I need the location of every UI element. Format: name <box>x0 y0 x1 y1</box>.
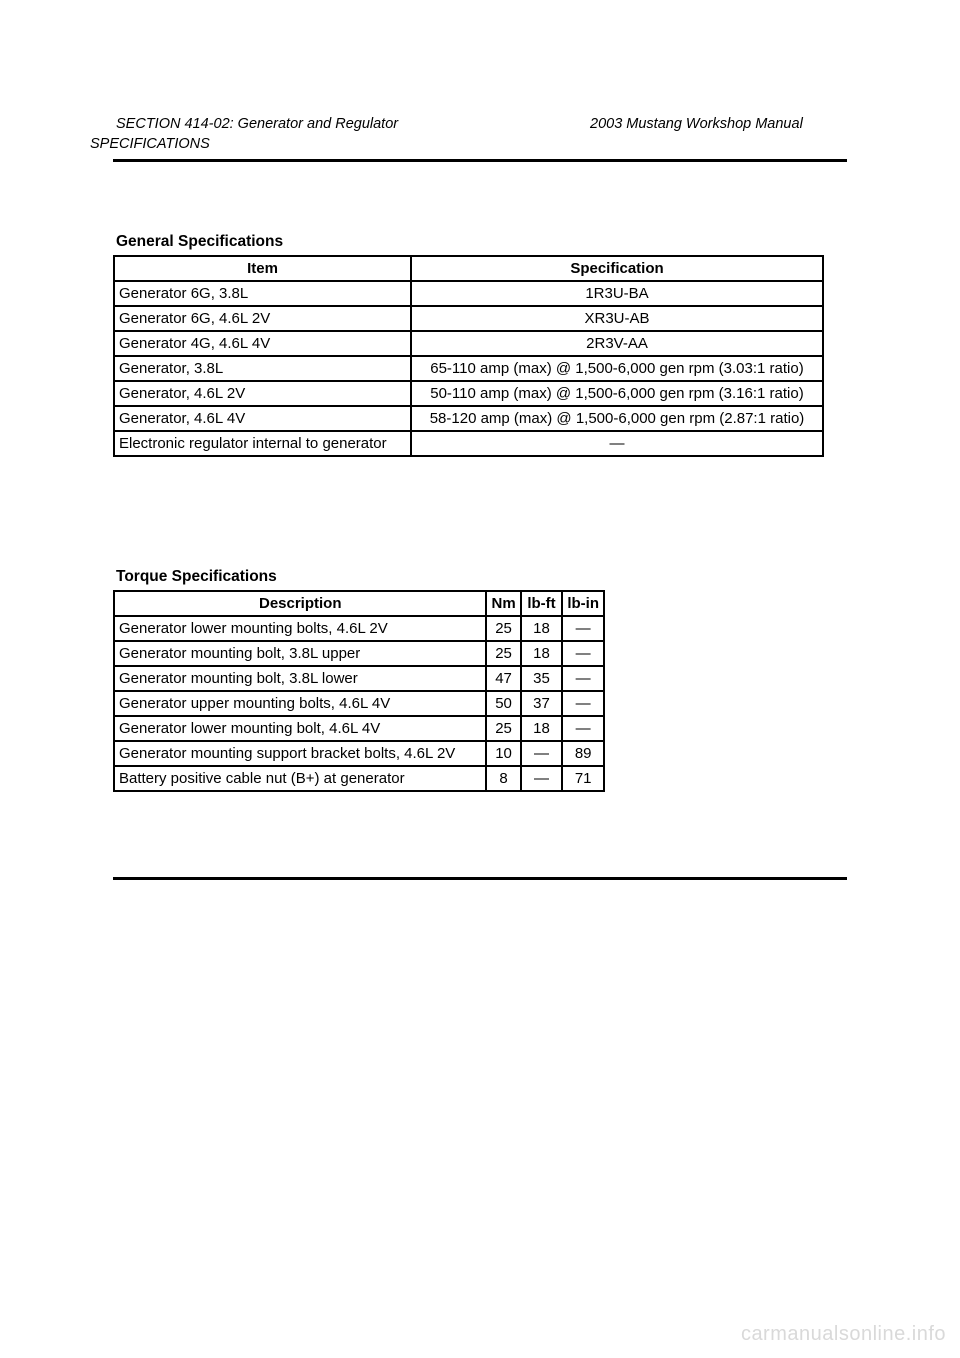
nm-cell: 25 <box>486 716 520 741</box>
table-row <box>114 281 823 306</box>
page-subtitle: SPECIFICATIONS <box>90 136 210 152</box>
lbft-cell: 35 <box>521 666 563 691</box>
lbft-cell: 18 <box>521 641 563 666</box>
table-header-row <box>114 591 604 616</box>
lbft-cell: — <box>521 766 563 791</box>
column-header: Item <box>114 256 411 281</box>
table-row <box>114 406 823 431</box>
lbin-cell: — <box>562 666 604 691</box>
table-row <box>114 381 823 406</box>
nm-cell: 47 <box>486 666 520 691</box>
description-cell: Generator mounting bolt, 3.8L lower <box>114 666 486 691</box>
lbft-cell: 18 <box>521 716 563 741</box>
table-row <box>114 766 604 791</box>
column-header: Specification <box>411 256 823 281</box>
item-cell: Generator, 4.6L 2V <box>114 381 411 406</box>
column-header: lb-ft <box>521 591 563 616</box>
spec-cell: — <box>411 431 823 456</box>
item-cell: Generator 6G, 4.6L 2V <box>114 306 411 331</box>
description-cell: Generator upper mounting bolts, 4.6L 4V <box>114 691 486 716</box>
nm-cell: 10 <box>486 741 520 766</box>
description-cell: Generator mounting bolt, 3.8L upper <box>114 641 486 666</box>
table-row <box>114 616 604 641</box>
item-cell: Electronic regulator internal to generator <box>114 431 411 456</box>
spec-cell: 50-110 amp (max) @ 1,500-6,000 gen rpm (3.16:1 ratio) <box>411 381 823 406</box>
spec-cell: 65-110 amp (max) @ 1,500-6,000 gen rpm (3.03:1 ratio) <box>411 356 823 381</box>
footer-rule <box>113 877 847 880</box>
header-rule <box>113 159 847 162</box>
spec-cell: 58-120 amp (max) @ 1,500-6,000 gen rpm (2.87:1 ratio) <box>411 406 823 431</box>
description-cell: Generator mounting support bracket bolts, 4.6L 2V <box>114 741 486 766</box>
table-row <box>114 741 604 766</box>
item-cell: Generator 6G, 3.8L <box>114 281 411 306</box>
column-header: Nm <box>486 591 520 616</box>
item-cell: Generator, 3.8L <box>114 356 411 381</box>
table-header-row <box>114 256 823 281</box>
lbft-cell: — <box>521 741 563 766</box>
description-cell: Battery positive cable nut (B+) at generator <box>114 766 486 791</box>
section-header: SECTION 414-02: Generator and Regulator <box>116 116 399 132</box>
lbin-cell: — <box>562 716 604 741</box>
description-cell: Generator lower mounting bolt, 4.6L 4V <box>114 716 486 741</box>
nm-cell: 25 <box>486 616 520 641</box>
table-row <box>114 691 604 716</box>
description-cell: Generator lower mounting bolts, 4.6L 2V <box>114 616 486 641</box>
spec-cell: 1R3U-BA <box>411 281 823 306</box>
nm-cell: 25 <box>486 641 520 666</box>
lbin-cell: 89 <box>562 741 604 766</box>
table-row <box>114 666 604 691</box>
item-cell: Generator, 4.6L 4V <box>114 406 411 431</box>
table-row <box>114 356 823 381</box>
general-specs-caption: General Specifications <box>116 233 284 250</box>
table-row <box>114 331 823 356</box>
torque-specs-table <box>113 590 605 792</box>
general-specs-table <box>113 255 824 457</box>
spec-cell: XR3U-AB <box>411 306 823 331</box>
nm-cell: 50 <box>486 691 520 716</box>
lbin-cell: — <box>562 616 604 641</box>
table-row <box>114 641 604 666</box>
column-header: lb-in <box>562 591 604 616</box>
lbin-cell: — <box>562 691 604 716</box>
manual-title: 2003 Mustang Workshop Manual <box>590 116 803 132</box>
table-row <box>114 431 823 456</box>
nm-cell: 8 <box>486 766 520 791</box>
torque-specs-caption: Torque Specifications <box>116 568 277 585</box>
lbin-cell: — <box>562 641 604 666</box>
table-row <box>114 306 823 331</box>
item-cell: Generator 4G, 4.6L 4V <box>114 331 411 356</box>
lbin-cell: 71 <box>562 766 604 791</box>
lbft-cell: 18 <box>521 616 563 641</box>
watermark: carmanualsonline.info <box>740 1323 946 1345</box>
lbft-cell: 37 <box>521 691 563 716</box>
column-header: Description <box>114 591 486 616</box>
spec-cell: 2R3V-AA <box>411 331 823 356</box>
table-row <box>114 716 604 741</box>
